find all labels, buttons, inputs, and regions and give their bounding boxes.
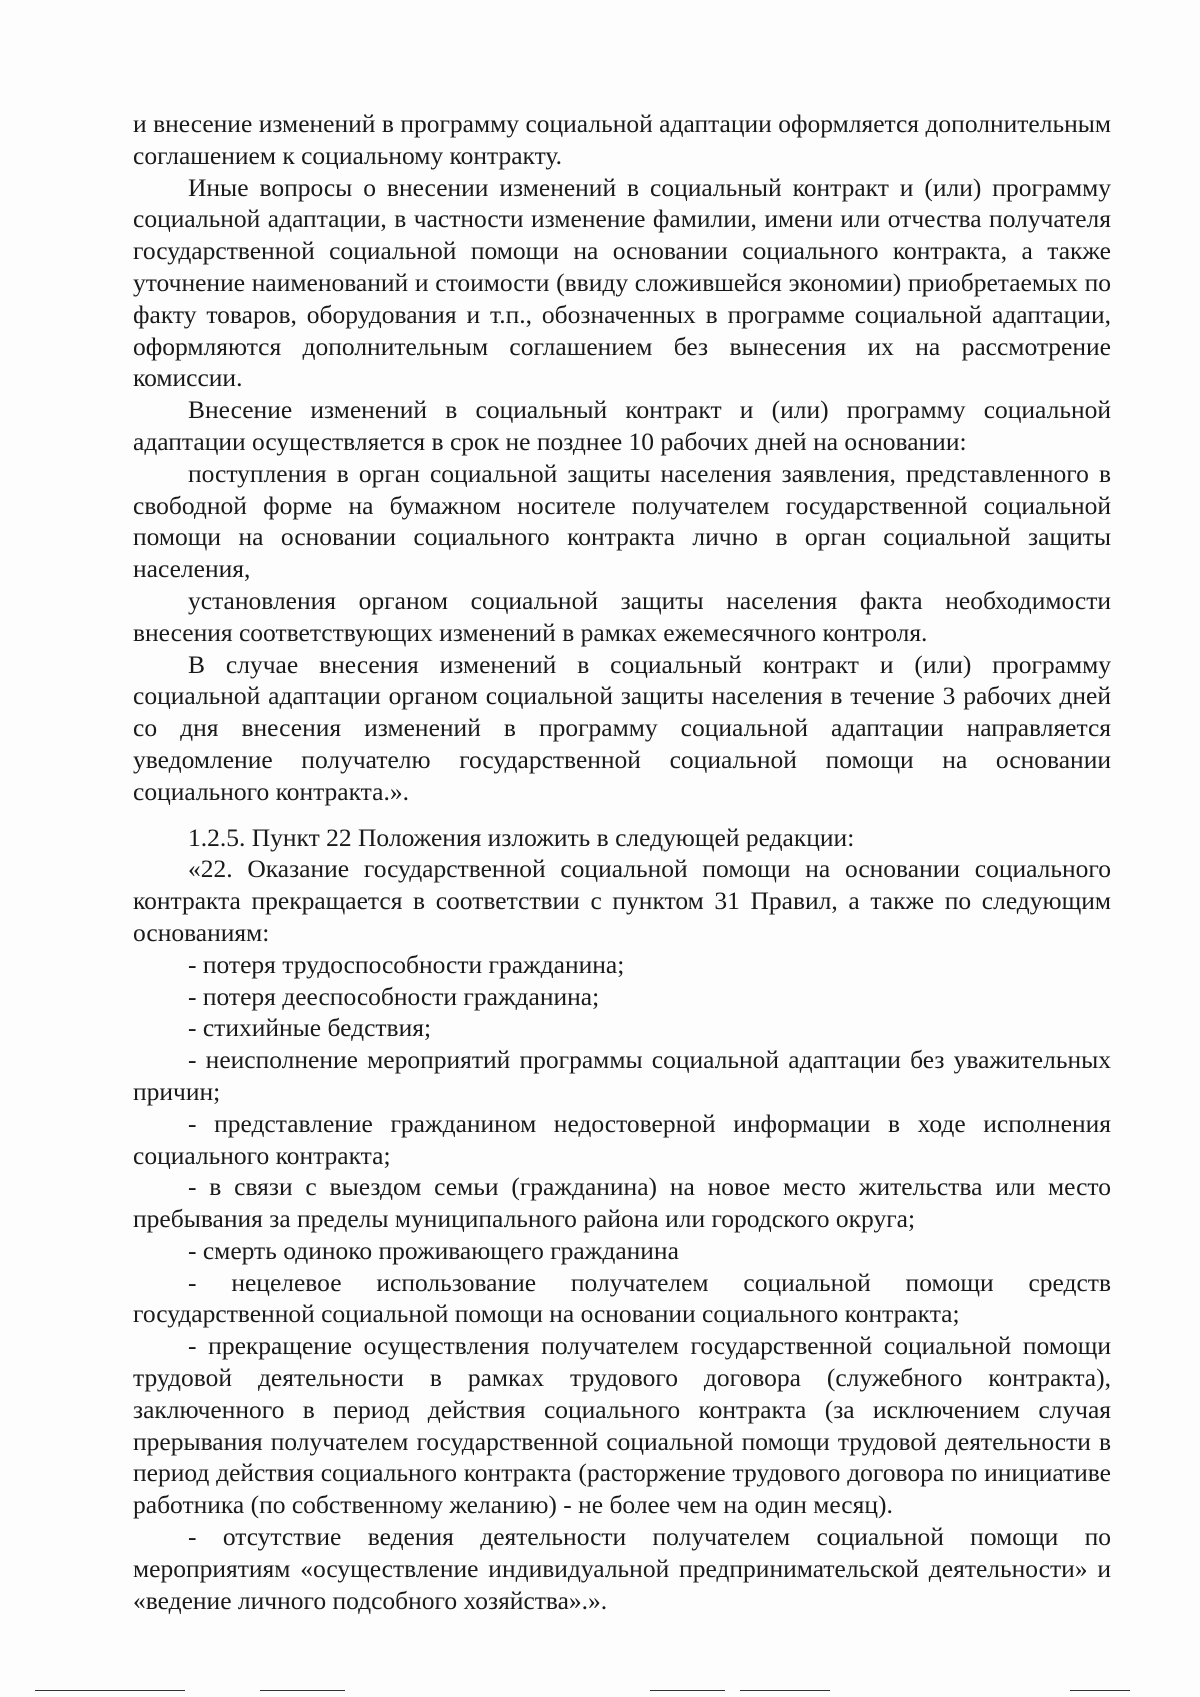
- list-item-death: - смерть одиноко проживающего гражданина: [188, 1235, 679, 1265]
- paragraph-other-questions: Иные вопросы о внесении изменений в социальный контракт и (или) программу социальной адаптации, в частности изменение фамилии, имени или отчества получателя государственной социальной помощи на основании социального контракта, а также уточнение наименований и стоимости (ввиду сложившейся экономии) приобретаемых по факту товаров, оборудования и т.п., обозначенных в программе социальной адаптации, оформляются дополнительным соглашением без вынесения их на рассмотрение комиссии.: [133, 172, 1111, 393]
- list-item-employment-termination: - прекращение осуществления получателем государственной социальной помощи трудовой деятельности в рамках трудового договора (служебного контракта), заключенного в период действия социального контракта (за исключением случая прерывания получателем государственной социальной помощи трудовой деятельности в период действия социального контракта (расторжение трудового договора по инициативе работника (по собственному желанию) - не более чем на один месяц).: [133, 1331, 1111, 1520]
- list-item-relocation: - в связи с выездом семьи (гражданина) на новое место жительства или место пребывания за пределы муниципального района или городского округа;: [133, 1172, 1111, 1234]
- list-item-no-activity: - отсутствие ведения деятельности получателем социальной помощи по мероприятиям «осуществление индивидуальной предпринимательской деятельности» и «ведение личного подсобного хозяйства».».: [133, 1522, 1111, 1615]
- footer-scan-lines: [0, 1690, 1200, 1694]
- list-item-incapacity: - потеря трудоспособности гражданина;: [188, 949, 625, 979]
- paragraph-clause-22: «22. Оказание государственной социальной помощи на основании социального контракта прекращается в соответствии с пунктом 31 Правил, а также по следующим основаниям:: [133, 854, 1111, 947]
- list-item-misuse: - нецелевое использование получателем социальной помощи средств государственной социальной помощи на основании социального контракта;: [133, 1267, 1111, 1329]
- paragraph-continuation: и внесение изменений в программу социальной адаптации оформляется дополнительным соглашением к социальному контракту.: [133, 109, 1111, 170]
- paragraph-basis-application: поступления в орган социальной защиты населения заявления, представленного в свободной форме на бумажном носителе получателем государственной социальной помощи на основании социального контракта лично в орган социальной защиты населения,: [133, 458, 1111, 584]
- paragraph-clause-1-2-5: 1.2.5. Пункт 22 Положения изложить в следующей редакции:: [188, 822, 855, 852]
- list-item-non-fulfillment: - неисполнение мероприятий программы социальной адаптации без уважительных причин;: [133, 1045, 1111, 1106]
- paragraph-amendment-terms: Внесение изменений в социальный контракт и (или) программу социальной адаптации осуществляется в срок не позднее 10 рабочих дней на основании:: [133, 395, 1111, 456]
- document-body: [133, 108, 1111, 1616]
- paragraph-notification: В случае внесения изменений в социальный контракт и (или) программу социальной адаптации органом социальной защиты населения в течение 3 рабочих дней со дня внесения изменений в программу социальной адаптации направляется уведомление получателю государственной социальной помощи на основании социального контракта.».: [133, 649, 1111, 806]
- list-item-false-information: - представление гражданином недостоверной информации в ходе исполнения социального контракта;: [133, 1108, 1111, 1170]
- paragraph-basis-control: установления органом социальной защиты населения факта необходимости внесения соответствующих изменений в рамках ежемесячного контроля.: [133, 585, 1111, 647]
- list-item-legal-incapacity: - потеря дееспособности гражданина;: [188, 981, 600, 1011]
- list-item-disasters: - стихийные бедствия;: [188, 1013, 432, 1043]
